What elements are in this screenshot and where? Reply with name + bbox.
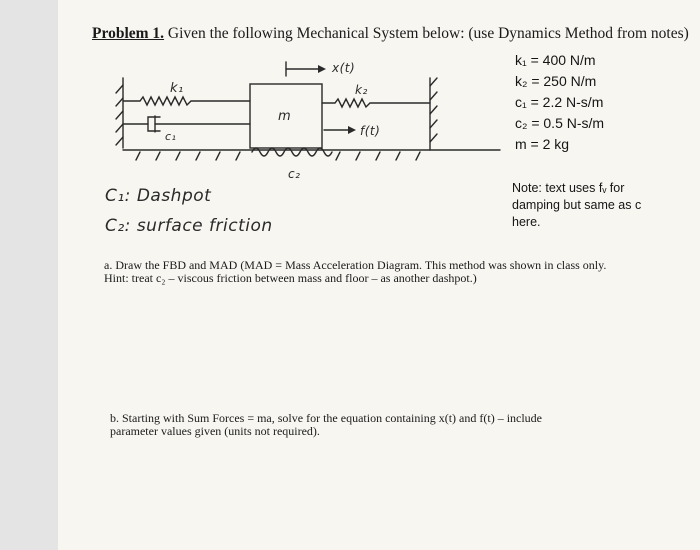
param-c2: c₂ = 0.5 N-s/m: [515, 115, 605, 131]
floor-hatching: [136, 152, 420, 160]
handwritten-note-c2: C₂: surface friction: [105, 216, 273, 236]
part-b-line-2: parameter values given (units not required).: [110, 424, 320, 438]
label-c2: c₂: [288, 167, 301, 181]
spring-k1: [123, 97, 250, 105]
part-b-question: [110, 412, 630, 438]
dashpot-c1: [123, 116, 250, 132]
problem-number: Problem 1.: [92, 25, 165, 42]
param-k1: k₁ = 400 N/m: [515, 52, 596, 68]
problem-statement: Given the following Mechanical System below: (use Dynamics Method from notes): [164, 25, 689, 42]
label-f: f(t): [360, 124, 381, 138]
handwritten-note-c1: C₁: Dashpot: [105, 186, 212, 206]
displacement-arrow: [286, 62, 326, 76]
left-wall-hatching: [116, 85, 123, 145]
part-b-line-1: b. Starting with Sum Forces = ma, solve for the equation containing x(t) and f(t) – include: [110, 411, 543, 425]
part-a-line-2: Hint: treat c₂ – viscous friction between mass and floor – as another dashpot.): [104, 271, 477, 285]
force-arrow: [324, 126, 356, 134]
surface-friction-c2: [252, 148, 332, 156]
label-m: m: [278, 109, 292, 124]
part-a-question: [104, 259, 644, 285]
label-k2: k₂: [355, 83, 368, 97]
spring-k2: [322, 99, 430, 107]
label-k1: k₁: [170, 81, 184, 96]
param-m: m = 2 kg: [515, 136, 570, 152]
label-c1: c₁: [165, 130, 177, 143]
param-c1: c₁ = 2.2 N-s/m: [515, 94, 604, 110]
part-a-line-1: a. Draw the FBD and MAD (MAD = Mass Acceleration Diagram. This method was shown in class only.: [104, 258, 607, 272]
right-wall-hatching: [430, 78, 437, 142]
damping-note: Note: text uses fᵥ for damping but same as c here.: [512, 181, 642, 229]
param-k2: k₂ = 250 N/m: [515, 73, 597, 89]
label-x: x(t): [332, 61, 356, 75]
